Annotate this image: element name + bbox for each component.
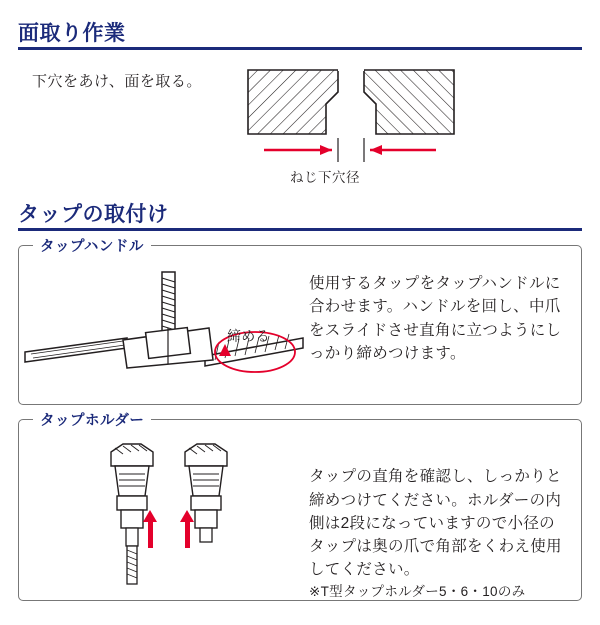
tap-handle-description: 使用するタップをタップハンドルに合わせます。ハンドルを回し、中爪をスライドさせ直角に立つようにしっかり締めつけます。 <box>309 275 562 362</box>
panel-tap-holder <box>18 413 582 601</box>
chamfering-body <box>18 62 582 186</box>
hole-diameter-label: ねじ下穴径 <box>290 170 360 186</box>
tap-holder-note: ※T型タップホルダー5・6・10のみ <box>309 583 526 599</box>
panel-tap-handle <box>18 239 582 405</box>
panel-title-tap-holder: タップホルダー <box>33 409 151 430</box>
section-chamfering <box>18 22 582 197</box>
section-tap-mounting <box>18 203 582 601</box>
tap-handle-diagram <box>19 268 309 398</box>
section-heading-chamfering: 面取り作業 <box>18 22 582 50</box>
section-heading-tap-mounting: タップの取付け <box>18 203 582 231</box>
panel-title-tap-handle: タップハンドル <box>33 235 151 256</box>
tap-holder-diagram <box>19 440 309 590</box>
tighten-label: 締める <box>227 328 270 345</box>
chamfer-cross-section <box>246 56 476 176</box>
tap-holder-description <box>309 440 567 625</box>
chamfering-description: 下穴をあけ、面を取る。 <box>32 73 202 91</box>
tap-holder-body-text: タップの直角を確認し、しっかりと締めつけてください。ホルダーの内側は2段になっていますので小径のタップは奥の爪で角部をくわえ使用してください。 <box>309 468 562 579</box>
